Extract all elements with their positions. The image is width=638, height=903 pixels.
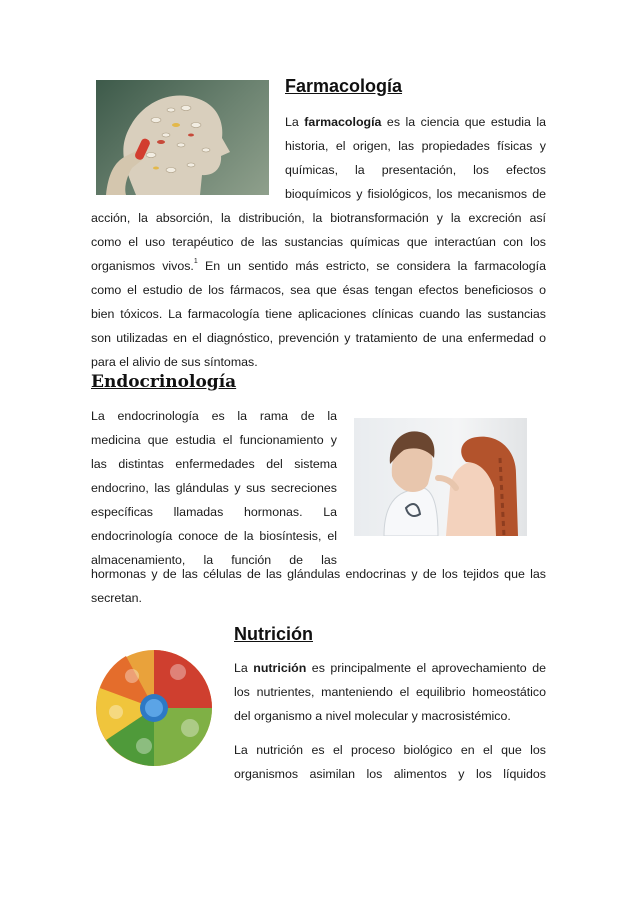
text-line: son utilizadas en el diagnóstico, prevención y tratamiento de una enfermedad o: [91, 331, 546, 345]
text-line: historia, el origen, las propiedades físicas y: [285, 139, 546, 153]
text-line: endocrino, las glándulas y sus secreciones: [91, 481, 337, 495]
endocrinologia-text-left: [91, 404, 337, 572]
nutricion-paragraph-2: [234, 738, 546, 786]
text-line: La farmacología es la ciencia que estudia la: [285, 115, 546, 129]
text-line: las distintas enfermedades del sistema: [91, 457, 337, 471]
section-title-nutricion: Nutrición: [234, 624, 313, 644]
text-line: bioquímicos y fisiológicos, los mecanismos de: [285, 187, 546, 201]
text-line: endocrinología conoce de la biosíntesis, el: [91, 529, 337, 543]
text-line: como el estudio de los fármacos, sea que ésas tengan efectos beneficiosos o: [91, 283, 546, 297]
text-line: hormonas y de las células de las glándulas endocrinas y de los tejidos que las: [91, 567, 546, 581]
text-line: los nutrientes, manteniendo el equilibrio homeostático: [234, 685, 546, 699]
text-line: secretan.: [91, 591, 142, 605]
farmacologia-text-full: [91, 206, 546, 374]
text-line: almacenamiento, la función de las: [91, 553, 337, 567]
nutrition-food-wheel-image: [92, 636, 215, 780]
nutricion-paragraph-1: [234, 656, 546, 728]
text-line: organismos asimilan los alimentos y los líquidos: [234, 767, 546, 781]
endocrinologia-text-full: [91, 562, 546, 610]
text-line: organismos vivos.$^1$ En un sentido más estricto, se considera la farmacología: [91, 258, 546, 273]
text-line: La endocrinología es la rama de la: [91, 409, 337, 423]
footnote-marker: 1: [193, 258, 198, 265]
farmacologia-text-top: [285, 110, 546, 206]
text-line: como el uso terapéutico de las sustancias químicas que interactúan con los: [91, 235, 546, 249]
section-title-endocrinologia: Endocrinología: [91, 372, 237, 392]
text-line: químicas, la presentación, los efectos: [285, 163, 546, 177]
section-title-farmacologia: Farmacología: [285, 76, 403, 96]
pharmacology-head-of-pills-image: [96, 80, 269, 195]
text-line: para el alivio de sus síntomas.: [91, 355, 258, 369]
doctor-examining-patient-image: [354, 418, 527, 536]
text-line: La nutrición es principalmente el aprovechamiento de: [234, 661, 546, 675]
text-line: medicina que estudia el funcionamiento y: [91, 433, 337, 447]
text-line: del organismo a nivel molecular y macrosistémico.: [234, 709, 511, 723]
text-line: bien tóxicos. La farmacología tiene aplicaciones clínicas cuando las sustancias: [91, 307, 546, 321]
text-line: La nutrición es el proceso biológico en el que los: [234, 743, 546, 757]
text-line: específicas llamadas hormonas. La: [91, 505, 337, 519]
text-line: acción, la absorción, la distribución, la biotransformación y la excreción así: [91, 211, 546, 225]
